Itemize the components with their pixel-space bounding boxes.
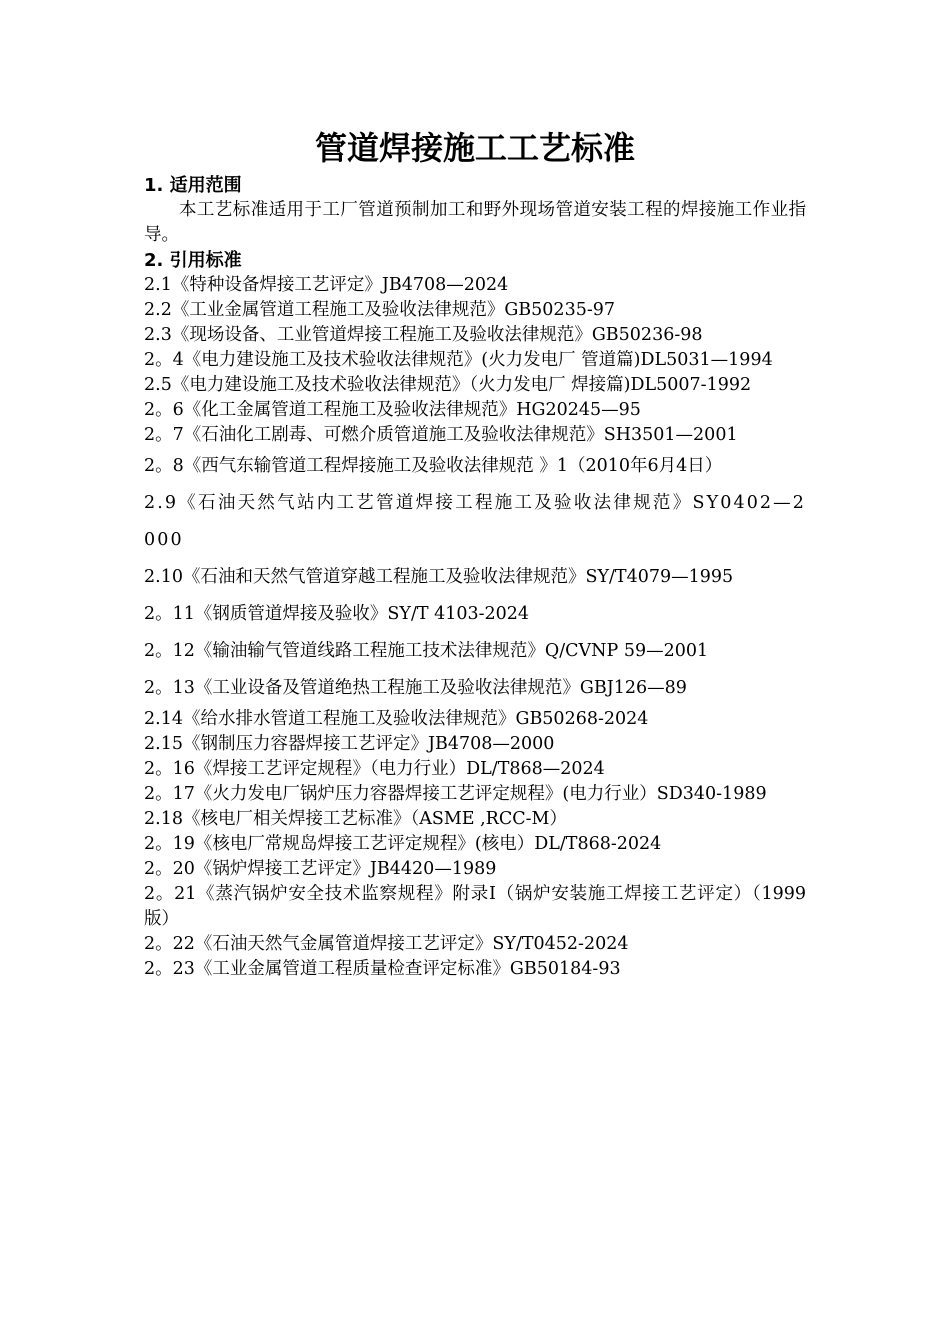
section-heading-scope: 1. 适用范围 — [144, 175, 242, 196]
reference-item: 2。16《焊接工艺评定规程》（电力行业）DL/T868—2024 — [144, 759, 605, 779]
reference-item: 2.3《现场设备、工业管道焊接工程施工及验收法律规范》GB50236-98 — [144, 325, 703, 345]
reference-item: 2。22《石油天然气金属管道焊接工艺评定》SY/T0452-2024 — [144, 934, 629, 954]
document-body — [144, 173, 806, 982]
reference-item: 2。11《钢质管道焊接及验收》SY/T 4103-2024 — [144, 604, 530, 624]
reference-item: 2.15《钢制压力容器焊接工艺评定》JB4708—2000 — [144, 734, 555, 754]
reference-item: 2.18《核电厂相关焊接工艺标准》（ASME ,RCC-M） — [144, 809, 567, 829]
reference-item: 2。4《电力建设施工及技术验收法律规范》(火力发电厂 管道篇)DL5031—1994 — [144, 350, 773, 370]
reference-item: 2。19《核电厂常规岛焊接工艺评定规程》(核电）DL/T868-2024 — [144, 834, 662, 854]
reference-item: 2。20《锅炉焊接工艺评定》JB4420—1989 — [144, 859, 497, 879]
scope-paragraph: 本工艺标准适用于工厂管道预制加工和野外现场管道安装工程的焊接施工作业指导。 — [144, 200, 806, 245]
document-title: 管道焊接施工工艺标准 — [314, 129, 635, 167]
reference-item: 2.5《电力建设施工及技术验收法律规范》（火力发电厂 焊接篇)DL5007-1992 — [144, 375, 752, 395]
reference-item: 2。21《蒸汽锅炉安全技术监察规程》附录Ⅰ（锅炉安装施工焊接工艺评定）（1999版） — [144, 884, 806, 929]
reference-item: 2.2《工业金属管道工程施工及验收法律规范》GB50235-97 — [144, 300, 616, 320]
reference-item: 2.9《石油天然气站内工艺管道焊接工程施工及验收法律规范》SY0402—2000 — [144, 493, 806, 550]
reference-item: 2.10《石油和天然气管道穿越工程施工及验收法律规范》SY/T4079—1995 — [144, 567, 734, 587]
reference-item: 2.14《给水排水管道工程施工及验收法律规范》GB50268-2024 — [144, 709, 649, 729]
reference-item: 2。23《工业金属管道工程质量检查评定标准》GB50184-93 — [144, 959, 621, 979]
reference-item: 2。13《工业设备及管道绝热工程施工及验收法律规范》GBJ126—89 — [144, 678, 687, 698]
reference-item: 2.1《特种设备焊接工艺评定》JB4708—2024 — [144, 275, 509, 295]
reference-item: 2。8《西气东输管道工程焊接施工及验收法律规范 》1（2010年6月4日） — [144, 456, 723, 476]
reference-item: 2。7《石油化工剧毒、可燃介质管道施工及验收法律规范》SH3501—2001 — [144, 425, 738, 445]
reference-item: 2。6《化工金属管道工程施工及验收法律规范》HG20245—95 — [144, 400, 641, 420]
reference-item: 2。17《火力发电厂锅炉压力容器焊接工艺评定规程》(电力行业）SD340-1989 — [144, 784, 767, 804]
section-heading-references: 2. 引用标准 — [144, 250, 242, 271]
reference-item: 2。12《输油输气管道线路工程施工技术法律规范》Q/CVNP 59—2001 — [144, 641, 709, 661]
